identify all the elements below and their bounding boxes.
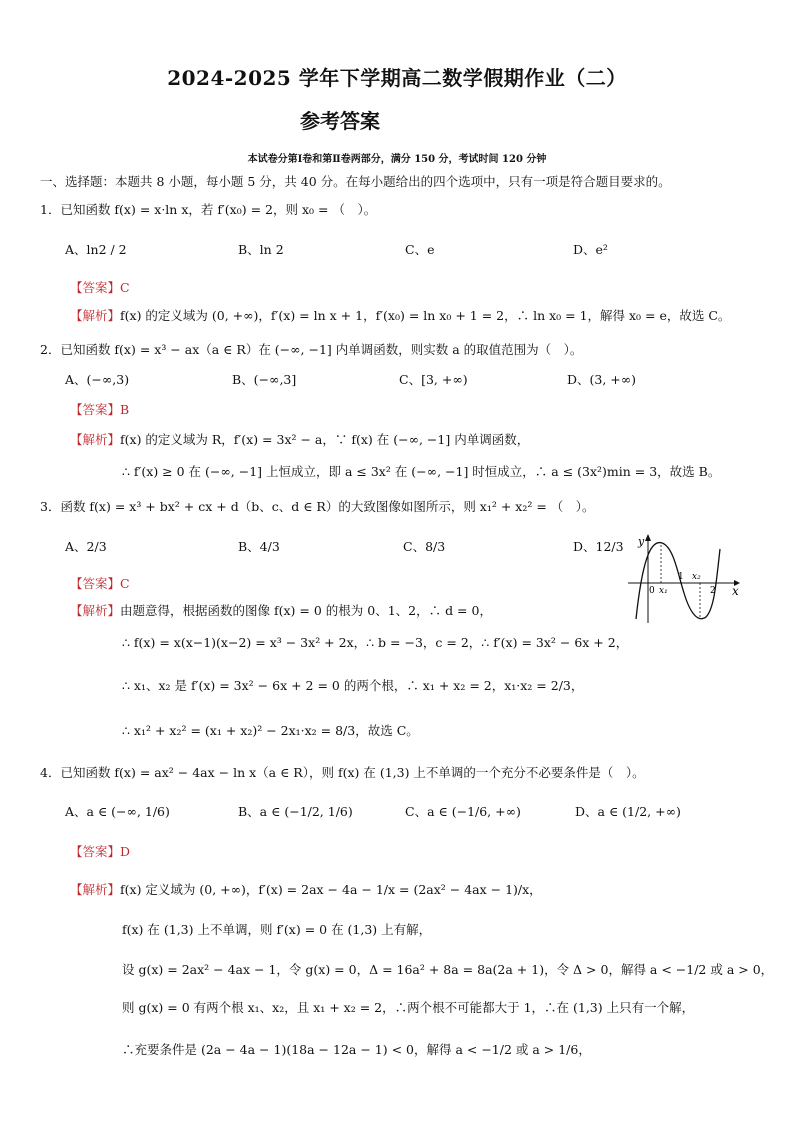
q3-option-d: D、12/3 xyxy=(573,539,624,554)
q4-stem: 4．已知函数 f(x) = ax² − 4ax − ln x（a ∈ R），则 f(x) 在 (1,3) 上不单调的一个充分不必要条件是（ ）。 xyxy=(40,765,645,780)
tick-two-label: 2 xyxy=(710,586,716,596)
q1-answer xyxy=(70,278,130,296)
q3-answer xyxy=(70,574,130,592)
q1-option-b: B、ln 2 xyxy=(238,242,284,257)
q2-analysis-line2: ∴ f′(x) ≥ 0 在 (−∞, −1] 上恒成立，即 a ≤ 3x² 在 (−∞, −1] 时恒成立，∴ a ≤ (3x²)min = 3，故选 B。 xyxy=(122,464,721,479)
q2-option-b: B、(−∞,3] xyxy=(232,372,297,387)
tick-one-label: 1 xyxy=(678,572,684,582)
q4-option-a: A、a ∈ (−∞, 1/6) xyxy=(65,804,170,819)
q4-option-b: B、a ∈ (−1/2, 1/6) xyxy=(238,804,353,819)
page-subtitle: 参考答案 xyxy=(300,109,380,133)
analysis-label: 【解析】 xyxy=(70,603,121,618)
analysis-label: 【解析】 xyxy=(70,432,121,447)
q1-option-a: A、ln2 / 2 xyxy=(65,242,127,257)
q3-analysis-line4: ∴ x₁² + x₂² = (x₁ + x₂)² − 2x₁·x₂ = 8/3，故选 C。 xyxy=(122,723,419,738)
analysis-text: f(x) 定义域为 (0, +∞)，f′(x) = 2ax − 4a − 1/x = (2ax² − 4ax − 1)/x， xyxy=(120,882,542,897)
q4-option-c: C、a ∈ (−1/6, +∞) xyxy=(405,804,521,819)
q4-analysis-line5: ∴充要条件是 (2a − 4a − 1)(18a − 12a − 1) < 0，解得 a < −1/2 或 a > 1/6， xyxy=(122,1042,591,1057)
q3-option-b: B、4/3 xyxy=(238,539,280,554)
q3-option-a: A、2/3 xyxy=(65,539,107,554)
q3-analysis xyxy=(70,601,492,619)
cubic-graph xyxy=(628,533,740,625)
origin-label: 0 xyxy=(649,586,655,596)
answer-label: 【答案】 xyxy=(70,844,121,859)
analysis-text: f(x) 的定义域为 R，f′(x) = 3x² − a，∵ f(x) 在 (−∞, −1] 内单调函数， xyxy=(120,432,530,447)
page-title: 2024-2025 学年下学期高二数学假期作业（二） xyxy=(167,66,627,90)
q2-option-d: D、(3, +∞) xyxy=(567,372,637,387)
q2-option-a: A、(−∞,3) xyxy=(65,372,130,387)
section-heading: 一、选择题：本题共 8 小题，每小题 5 分，共 40 分。在每小题给出的四个选项中，只有一项是符合题目要求的。 xyxy=(40,174,671,189)
q2-option-c: C、[3, +∞) xyxy=(399,372,468,387)
y-axis-arrow xyxy=(645,534,651,541)
q3-analysis-line3: ∴ x₁、x₂ 是 f′(x) = 3x² − 6x + 2 = 0 的两个根，∴ x₁ + x₂ = 2，x₁·x₂ = 2/3， xyxy=(122,678,584,693)
answer-value: D xyxy=(120,844,131,859)
answer-value: C xyxy=(120,280,130,295)
x1-label: x₁ xyxy=(659,586,668,596)
q3-analysis-line2: ∴ f(x) = x(x−1)(x−2) = x³ − 3x² + 2x，∴ b = −3，c = 2，∴ f′(x) = 3x² − 6x + 2， xyxy=(122,635,629,650)
q4-analysis xyxy=(70,880,542,898)
q4-analysis-line4: 则 g(x) = 0 有两个根 x₁、x₂，且 x₁ + x₂ = 2，∴两个根不可能都大于 1，∴在 (1,3) 上只有一个解， xyxy=(122,1000,695,1015)
q1-analysis xyxy=(70,306,730,324)
q1-option-d: D、e² xyxy=(573,242,608,257)
q1-option-c: C、e xyxy=(405,242,435,257)
q4-option-d: D、a ∈ (1/2, +∞) xyxy=(575,804,681,819)
y-axis-label: y xyxy=(638,535,645,548)
analysis-label: 【解析】 xyxy=(70,882,121,897)
x-axis-label: x xyxy=(732,584,739,598)
q2-stem: 2．已知函数 f(x) = x³ − ax（a ∈ R）在 (−∞, −1] 内单调函数，则实数 a 的取值范围为（ ）。 xyxy=(40,342,583,357)
q1-stem: 1．已知函数 f(x) = x·ln x，若 f′(x₀) = 2，则 x₀ = （ ）。 xyxy=(40,202,377,217)
answer-label: 【答案】 xyxy=(70,576,121,591)
q4-answer xyxy=(70,842,130,860)
exam-info: 本试卷分第Ⅰ卷和第Ⅱ卷两部分，满分 150 分，考试时间 120 分钟 xyxy=(247,154,547,165)
analysis-text: f(x) 的定义域为 (0, +∞)，f′(x) = ln x + 1，f′(x₀) = ln x₀ + 1 = 2，∴ ln x₀ = 1，解得 x₀ = e，故选 C。 xyxy=(120,308,731,323)
q2-answer xyxy=(70,400,129,418)
q2-analysis xyxy=(70,430,529,448)
answer-label: 【答案】 xyxy=(70,280,121,295)
answer-value: C xyxy=(120,576,130,591)
q4-analysis-line3: 设 g(x) = 2ax² − 4ax − 1，令 g(x) = 0，Δ = 16a² + 8a = 8a(2a + 1)，令 Δ > 0，解得 a < −1/2 或 a > 0， xyxy=(122,962,774,977)
analysis-label: 【解析】 xyxy=(70,308,121,323)
q4-analysis-line2: f(x) 在 (1,3) 上不单调，则 f′(x) = 0 在 (1,3) 上有解， xyxy=(122,922,432,937)
analysis-text: 由题意得，根据函数的图像 f(x) = 0 的根为 0、1、2，∴ d = 0， xyxy=(120,603,492,618)
answer-value: B xyxy=(120,402,130,417)
x2-label: x₂ xyxy=(692,572,701,582)
answer-label: 【答案】 xyxy=(70,402,121,417)
q3-option-c: C、8/3 xyxy=(403,539,446,554)
q3-stem: 3．函数 f(x) = x³ + bx² + cx + d（b、c、d ∈ R）的大致图像如图所示，则 x₁² + x₂² = （ ）。 xyxy=(40,499,595,514)
